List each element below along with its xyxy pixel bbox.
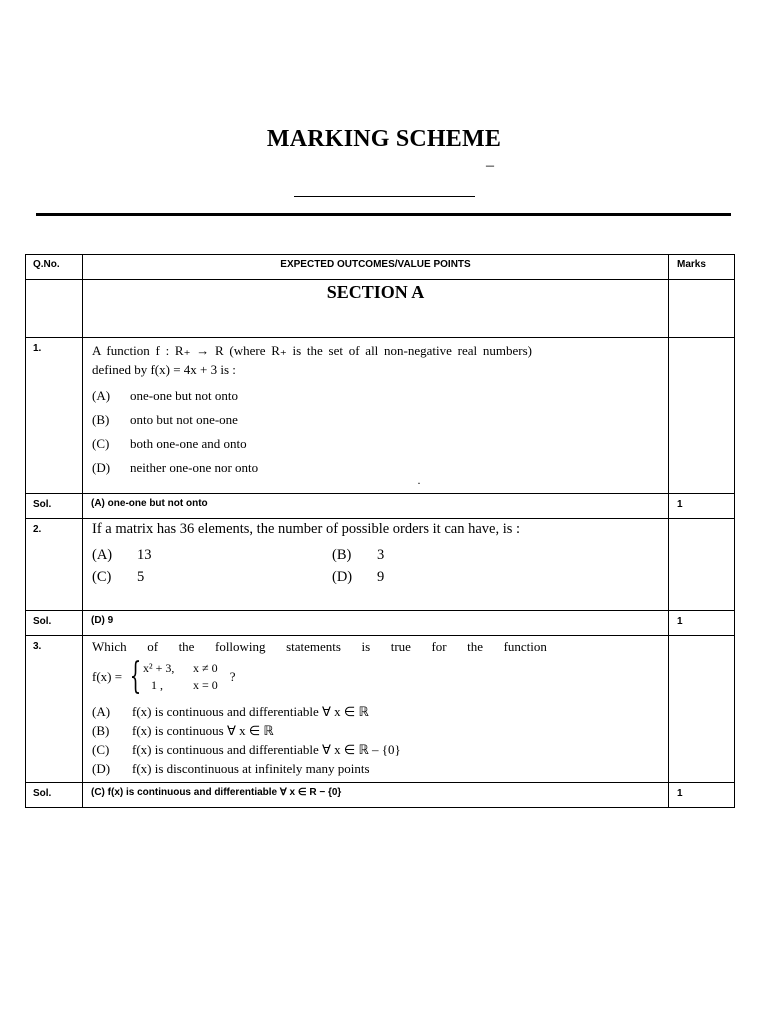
question-row-2 bbox=[26, 519, 735, 611]
stem-word: Which bbox=[92, 639, 127, 654]
header-qno: Q.No. bbox=[26, 255, 83, 280]
header-rule bbox=[36, 213, 731, 216]
option-label: (A) bbox=[92, 546, 113, 563]
header-outcomes: EXPECTED OUTCOMES/VALUE POINTS bbox=[83, 255, 669, 280]
question-body-3 bbox=[83, 636, 669, 783]
header-marks: Marks bbox=[669, 255, 735, 280]
stem-word: is bbox=[361, 639, 371, 654]
solution-label: Sol. bbox=[26, 494, 83, 519]
stem-word: the bbox=[467, 639, 484, 654]
question-stem: If a matrix has 36 elements, the number of possible orders it can have, is : bbox=[92, 521, 521, 537]
stem-word: statements bbox=[286, 639, 341, 654]
question-row-1 bbox=[26, 338, 735, 494]
marking-scheme-table bbox=[25, 254, 735, 808]
option bbox=[92, 721, 668, 740]
solution-label: Sol. bbox=[26, 611, 83, 636]
option-text: 5 bbox=[137, 568, 145, 585]
option-label: (B) bbox=[92, 411, 110, 427]
marks-value: 1 bbox=[669, 611, 735, 636]
solution-row-2 bbox=[26, 611, 735, 636]
option-label: (C) bbox=[92, 435, 110, 451]
stem-word: function bbox=[503, 639, 547, 654]
option-text: one-one but not onto bbox=[130, 387, 238, 403]
left-brace: { bbox=[129, 656, 142, 697]
option-text: f(x) is continuous and differentiable ∀ x ∈ ℝ – {0} bbox=[132, 741, 401, 757]
marks-value: 1 bbox=[669, 494, 735, 519]
title-dash: – bbox=[486, 157, 494, 174]
piecewise-cases bbox=[143, 660, 218, 694]
stem-word: for bbox=[431, 639, 447, 654]
case-condition: x = 0 bbox=[192, 678, 218, 692]
option-label: (B) bbox=[332, 546, 352, 563]
stem-word: the bbox=[178, 639, 195, 654]
option-text: f(x) is continuous ∀ x ∈ ℝ bbox=[132, 722, 274, 738]
piecewise-function bbox=[92, 656, 668, 698]
solution-row-1 bbox=[26, 494, 735, 519]
option-text: both one-one and onto bbox=[130, 435, 247, 451]
question-number: 3. bbox=[26, 636, 83, 783]
option-label: (B) bbox=[92, 722, 110, 738]
subtitle-underline bbox=[294, 196, 475, 197]
solution-text: (D) 9 bbox=[83, 611, 669, 636]
stem-word: true bbox=[390, 639, 411, 654]
option-row bbox=[92, 566, 668, 588]
stem-word: of bbox=[147, 639, 159, 654]
case-row bbox=[143, 660, 218, 677]
solution-label: Sol. bbox=[26, 783, 83, 808]
option bbox=[92, 759, 668, 778]
solution-text: (C) f(x) is continuous and differentiable ∀ x ∈ R − {0} bbox=[83, 783, 669, 808]
option-text: 9 bbox=[377, 568, 385, 585]
option bbox=[92, 740, 668, 759]
case-row bbox=[143, 677, 218, 694]
question-number: 2. bbox=[26, 519, 83, 611]
option-label: (D) bbox=[92, 459, 111, 475]
option-text: 13 bbox=[137, 546, 152, 563]
marks-value: 1 bbox=[669, 783, 735, 808]
solution-text: (A) one-one but not onto bbox=[83, 494, 669, 519]
option bbox=[92, 569, 332, 586]
option bbox=[92, 407, 668, 431]
option-text: onto but not one-one bbox=[130, 411, 238, 427]
option bbox=[92, 702, 668, 721]
question-stem bbox=[92, 638, 547, 656]
question-mark: ? bbox=[229, 669, 236, 684]
option-label: (C) bbox=[92, 741, 110, 757]
solution-row-3 bbox=[26, 783, 735, 808]
question-stem: A function f : R₊ → R (where R₊ is the set of all non-negative real numbers) defined by f(x) = 4x + 3 is : bbox=[92, 343, 532, 377]
option bbox=[92, 431, 668, 455]
option-label: (A) bbox=[92, 703, 111, 719]
question-number: 1. bbox=[26, 338, 83, 494]
option bbox=[92, 383, 668, 407]
option bbox=[92, 547, 332, 564]
option-text: f(x) is discontinuous at infinitely many points bbox=[132, 760, 370, 776]
table-header-row bbox=[26, 255, 735, 280]
option-label: (C) bbox=[92, 568, 112, 585]
option bbox=[332, 569, 572, 586]
section-title: SECTION A bbox=[83, 280, 669, 338]
page-title: MARKING SCHEME bbox=[266, 126, 502, 152]
option bbox=[92, 455, 668, 479]
question-body-1 bbox=[83, 338, 669, 494]
option-text: f(x) is continuous and differentiable ∀ x ∈ ℝ bbox=[132, 703, 369, 719]
question-row-3 bbox=[26, 636, 735, 783]
option-row bbox=[92, 544, 668, 566]
stray-mark: · bbox=[417, 476, 421, 490]
option-label: (D) bbox=[92, 760, 111, 776]
case-expression: 1 , bbox=[150, 678, 163, 692]
option-label: (A) bbox=[92, 387, 111, 403]
question-body-2 bbox=[83, 519, 669, 611]
case-condition: x ≠ 0 bbox=[192, 661, 218, 675]
option bbox=[332, 547, 572, 564]
stem-word: following bbox=[214, 639, 266, 654]
case-expression: x² + 3, bbox=[142, 661, 175, 675]
option-label: (D) bbox=[332, 568, 353, 585]
function-label: f(x) = bbox=[92, 669, 123, 684]
option-text: 3 bbox=[377, 546, 385, 563]
section-row bbox=[26, 280, 735, 338]
option-text: neither one-one nor onto bbox=[130, 459, 259, 475]
